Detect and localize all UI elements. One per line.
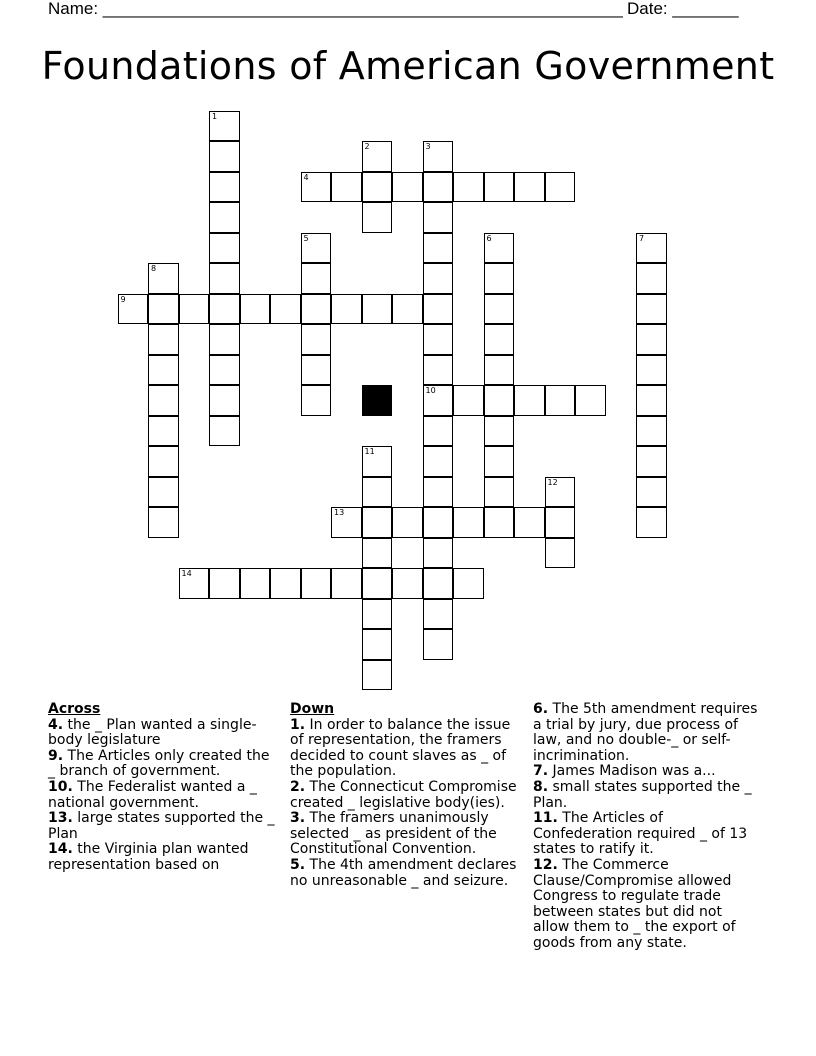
clue-item-text: large states supported the _ Plan — [48, 810, 275, 842]
grid-cell[interactable] — [636, 385, 667, 416]
grid-cell[interactable] — [179, 294, 210, 325]
grid-cell[interactable] — [362, 599, 393, 630]
grid-cell[interactable] — [453, 568, 484, 599]
grid-cell[interactable] — [301, 385, 332, 416]
grid-cell[interactable] — [453, 172, 484, 203]
clue-number: 8 — [151, 264, 157, 273]
grid-cell[interactable] — [301, 294, 332, 325]
grid-cell[interactable] — [362, 538, 393, 569]
grid-cell[interactable] — [636, 294, 667, 325]
grid-cell[interactable] — [209, 202, 240, 233]
grid-cell[interactable] — [484, 446, 515, 477]
grid-cell[interactable] — [514, 172, 545, 203]
grid-cell[interactable] — [423, 568, 454, 599]
grid-cell[interactable] — [362, 202, 393, 233]
clue-item — [48, 749, 276, 780]
clue-item — [48, 842, 276, 873]
page-title: Foundations of American Government — [41, 44, 775, 88]
across-heading: Across — [48, 701, 101, 717]
grid-cell[interactable] — [301, 233, 332, 264]
grid-cell[interactable] — [392, 568, 423, 599]
grid-cell[interactable] — [209, 233, 240, 264]
grid-cell[interactable] — [209, 141, 240, 172]
grid-cell[interactable] — [392, 294, 423, 325]
grid-cell[interactable] — [240, 568, 271, 599]
grid-cell[interactable] — [301, 324, 332, 355]
grid-cell[interactable] — [423, 324, 454, 355]
grid-cell[interactable] — [636, 233, 667, 264]
grid-cell[interactable] — [209, 416, 240, 447]
grid-cell[interactable] — [301, 172, 332, 203]
clue-item-number: 10. — [48, 778, 73, 795]
clue-item-number: 6. — [533, 701, 549, 717]
grid-cell[interactable] — [301, 263, 332, 294]
clue-item-text: James Madison was a... — [548, 763, 716, 780]
clue-number: 7 — [639, 233, 645, 243]
grid-cell[interactable] — [331, 507, 362, 538]
grid-cell[interactable] — [575, 385, 606, 416]
name-field[interactable]: Name: _______________________________________________________ — [48, 0, 623, 18]
grid-cell[interactable] — [423, 294, 454, 325]
clue-item-number: 9. — [48, 747, 64, 764]
clue-number: 13 — [334, 508, 345, 517]
clue-number: 4 — [303, 172, 309, 182]
clue-item-number: 11. — [533, 810, 558, 827]
grid-cell[interactable] — [484, 477, 515, 508]
grid-cell[interactable] — [362, 477, 393, 508]
clue-number: 14 — [181, 569, 192, 578]
grid-cell[interactable] — [240, 294, 271, 325]
clue-number: 2 — [364, 142, 370, 151]
clue-item-number: 3. — [290, 810, 306, 827]
clue-item-number: 8. — [533, 778, 549, 795]
grid-cell[interactable] — [209, 263, 240, 294]
grid-cell[interactable] — [148, 507, 179, 538]
grid-cell[interactable] — [362, 446, 393, 477]
grid-cell[interactable] — [453, 507, 484, 538]
grid-cell[interactable] — [423, 385, 454, 416]
grid-cell[interactable] — [545, 507, 576, 538]
grid-cell[interactable] — [423, 263, 454, 294]
grid-cell[interactable] — [484, 263, 515, 294]
grid-cell[interactable] — [270, 568, 301, 599]
clue-item-text: In order to balance the issue of representation, the framers decided to count slaves as _ of the population. — [290, 716, 511, 780]
down-clue-list-continued — [533, 702, 761, 952]
grid-cell[interactable] — [148, 416, 179, 447]
grid-cell[interactable] — [636, 416, 667, 447]
grid-cell[interactable] — [209, 111, 240, 142]
grid-cell[interactable] — [423, 629, 454, 660]
clue-item — [533, 811, 761, 858]
clue-item-text: The 4th amendment declares no unreasonable _ and seizure. — [290, 856, 517, 889]
grid-cell[interactable] — [362, 660, 393, 691]
down-heading: Down — [290, 701, 335, 717]
grid-cell[interactable] — [179, 568, 210, 599]
grid-cell[interactable] — [423, 416, 454, 447]
grid-cell[interactable] — [514, 507, 545, 538]
clue-item — [290, 858, 522, 889]
grid-cell[interactable] — [636, 355, 667, 386]
clue-item — [290, 718, 522, 780]
grid-cell[interactable] — [209, 385, 240, 416]
clue-item — [533, 702, 761, 764]
clue-item-text: The Federalist wanted a _ national government. — [48, 778, 257, 811]
grid-cell[interactable] — [484, 172, 515, 203]
grid-cell[interactable] — [484, 324, 515, 355]
clue-number: 1 — [212, 111, 218, 121]
grid-cell[interactable] — [545, 172, 576, 203]
clue-item-text: The Commerce Clause/Compromise allowed Congress to regulate trade between states but did not allow them to _ the export of goods from any state. — [533, 856, 736, 951]
date-field[interactable]: Date: _______ — [627, 0, 739, 18]
clue-item-text: The Articles only created the _ branch of government. — [48, 747, 270, 780]
black-cell — [362, 385, 393, 416]
clue-item-text: the Virginia plan wanted representation based on — [48, 841, 249, 873]
grid-cell[interactable] — [423, 172, 454, 203]
grid-cell[interactable] — [331, 172, 362, 203]
grid-cell[interactable] — [362, 141, 393, 172]
clue-item — [48, 811, 276, 842]
grid-cell[interactable] — [453, 385, 484, 416]
grid-cell[interactable] — [118, 294, 149, 325]
clue-item — [290, 811, 522, 858]
clue-item-number: 12. — [533, 856, 558, 873]
grid-cell[interactable] — [636, 507, 667, 538]
grid-cell[interactable] — [423, 141, 454, 172]
grid-cell[interactable] — [423, 507, 454, 538]
grid-cell[interactable] — [484, 416, 515, 447]
clue-item-text: The framers unanimously selected _ as president of the Constitutional Convention. — [290, 810, 497, 858]
grid-cell[interactable] — [362, 568, 393, 599]
grid-cell[interactable] — [209, 324, 240, 355]
clue-item-text: The 5th amendment requires a trial by jury, due process of law, and no double-_ or self-incrimination. — [533, 701, 758, 764]
grid-cell[interactable] — [331, 568, 362, 599]
clue-item-number: 1. — [290, 716, 306, 733]
grid-cell[interactable] — [209, 355, 240, 386]
clue-item-text: The Articles of Confederation required _ of 13 states to ratify it. — [533, 810, 748, 858]
clue-number: 10 — [425, 386, 436, 395]
grid-cell[interactable] — [148, 355, 179, 386]
grid-cell[interactable] — [392, 172, 423, 203]
grid-cell[interactable] — [148, 263, 179, 294]
clue-item — [533, 780, 761, 811]
grid-cell[interactable] — [362, 294, 393, 325]
grid-cell[interactable] — [148, 477, 179, 508]
clue-item-number: 5. — [290, 856, 306, 873]
grid-cell[interactable] — [270, 294, 301, 325]
clue-item-text: the _ Plan wanted a single-body legislature — [48, 716, 257, 749]
grid-cell[interactable] — [301, 568, 332, 599]
grid-cell[interactable] — [423, 599, 454, 630]
down-clues-continued — [533, 702, 761, 952]
grid-cell[interactable] — [423, 355, 454, 386]
clue-item — [533, 858, 761, 952]
across-clues — [48, 702, 276, 874]
grid-cell[interactable] — [209, 568, 240, 599]
grid-cell[interactable] — [209, 294, 240, 325]
grid-cell[interactable] — [636, 477, 667, 508]
grid-cell[interactable] — [636, 324, 667, 355]
grid-cell[interactable] — [148, 324, 179, 355]
grid-cell[interactable] — [545, 477, 576, 508]
down-clue-list — [290, 718, 522, 890]
clue-item-text: small states supported the _ Plan. — [533, 778, 752, 811]
clue-item — [48, 718, 276, 749]
clue-item — [533, 764, 761, 780]
grid-cell[interactable] — [148, 294, 179, 325]
clue-item — [48, 780, 276, 811]
grid-cell[interactable] — [423, 202, 454, 233]
grid-cell[interactable] — [362, 172, 393, 203]
grid-cell[interactable] — [148, 446, 179, 477]
clue-item — [290, 780, 522, 811]
grid-cell[interactable] — [301, 355, 332, 386]
grid-cell[interactable] — [484, 385, 515, 416]
grid-cell[interactable] — [636, 263, 667, 294]
grid-cell[interactable] — [423, 477, 454, 508]
clue-number: 9 — [120, 294, 126, 304]
clue-number: 3 — [425, 142, 431, 151]
clue-number: 12 — [547, 477, 558, 487]
clue-number: 11 — [364, 447, 375, 456]
across-clue-list — [48, 718, 276, 874]
grid-cell[interactable] — [362, 629, 393, 660]
grid-cell[interactable] — [423, 446, 454, 477]
grid-cell[interactable] — [484, 294, 515, 325]
grid-cell[interactable] — [423, 538, 454, 569]
grid-cell[interactable] — [484, 507, 515, 538]
grid-cell[interactable] — [636, 446, 667, 477]
grid-cell[interactable] — [209, 172, 240, 203]
grid-cell[interactable] — [148, 385, 179, 416]
clue-number: 5 — [303, 233, 309, 243]
clue-item-number: 4. — [48, 716, 64, 733]
clue-number: 6 — [486, 233, 492, 243]
grid-cell[interactable] — [484, 233, 515, 264]
grid-cell[interactable] — [484, 355, 515, 386]
grid-cell[interactable] — [545, 538, 576, 569]
clue-item-number: 2. — [290, 778, 306, 795]
grid-cell[interactable] — [423, 233, 454, 264]
clue-item-text: The Connecticut Compromise created _ legislative body(ies). — [290, 778, 517, 811]
clue-item-number: 7. — [533, 763, 549, 780]
clue-item-number: 14. — [48, 841, 73, 858]
grid-cell[interactable] — [545, 385, 576, 416]
grid-cell[interactable] — [331, 294, 362, 325]
grid-cell[interactable] — [392, 507, 423, 538]
grid-cell[interactable] — [514, 385, 545, 416]
clue-item-number: 13. — [48, 810, 73, 827]
down-clues — [290, 702, 522, 889]
grid-cell[interactable] — [362, 507, 393, 538]
